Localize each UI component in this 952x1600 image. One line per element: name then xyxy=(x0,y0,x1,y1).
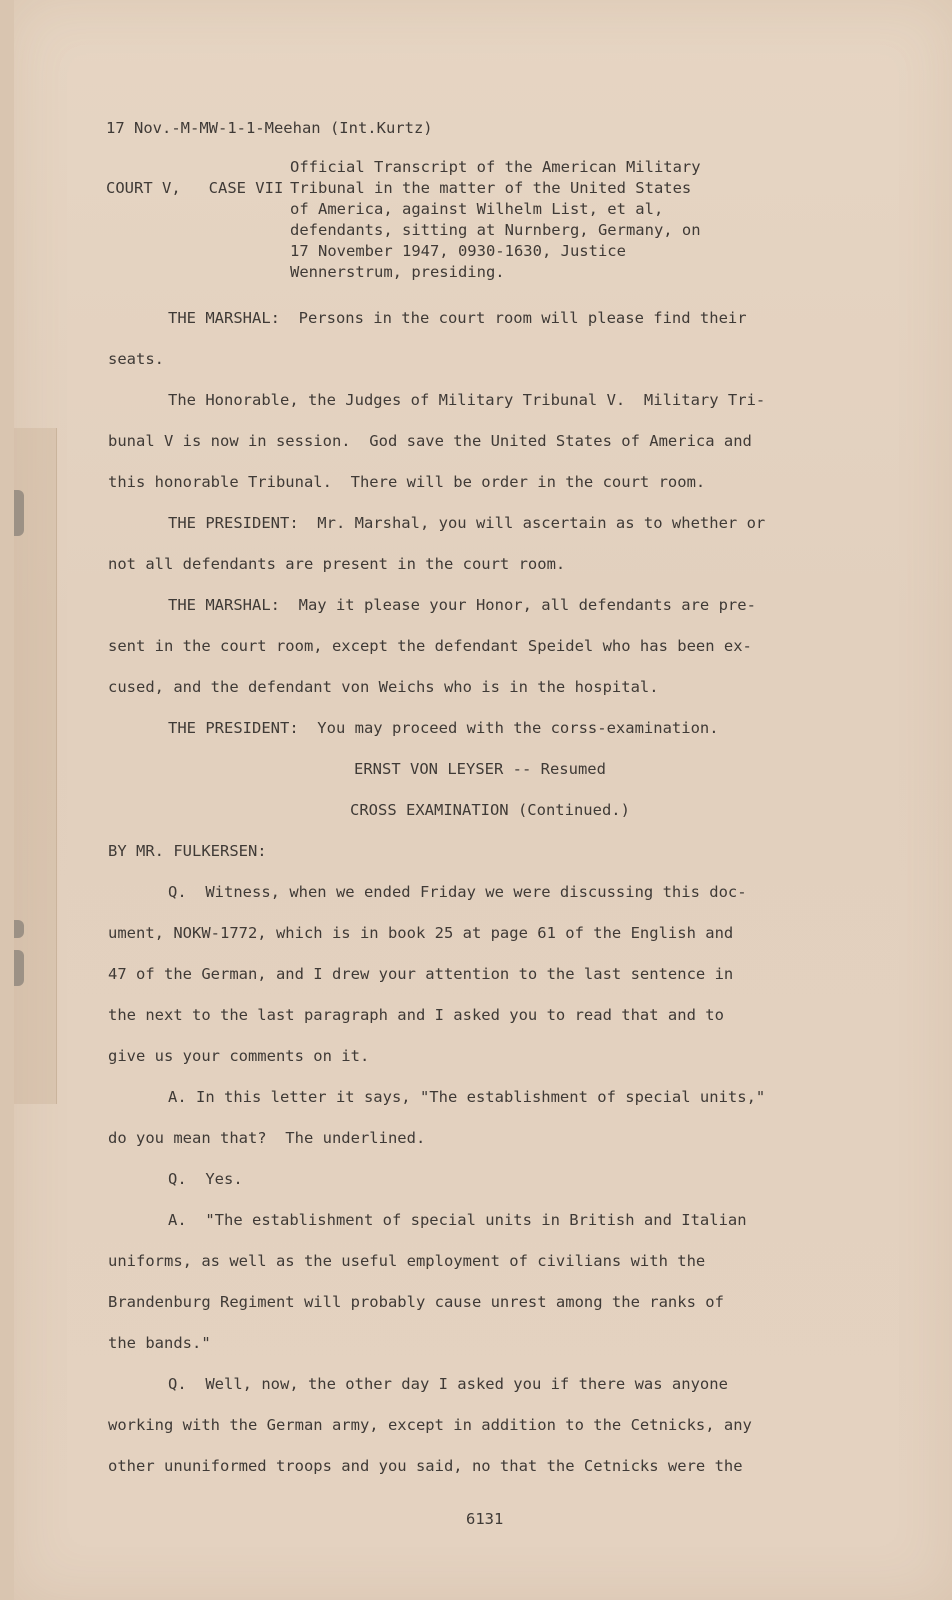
transcript-line: 47 of the German, and I drew your attention to the last sentence in xyxy=(108,965,734,983)
caption-line: defendants, sitting at Nurnberg, Germany, on xyxy=(290,221,701,239)
transcript-line: cused, and the defendant von Weichs who is in the hospital. xyxy=(108,678,659,696)
header-line: COURT V, CASE VII xyxy=(106,179,284,197)
transcript-line: other ununiformed troops and you said, no that the Cetnicks were the xyxy=(108,1457,743,1475)
transcript-line: Q. Well, now, the other day I asked you if there was anyone xyxy=(168,1375,728,1393)
caption-line: Tribunal in the matter of the United States xyxy=(290,179,692,197)
caption-line: Official Transcript of the American Military xyxy=(290,158,701,176)
examiner-line: BY MR. FULKERSEN: xyxy=(108,842,267,860)
transcript-caption xyxy=(290,157,760,283)
transcript-line: Q. Yes. xyxy=(168,1170,243,1188)
transcript-line: the bands." xyxy=(108,1334,211,1352)
paper-tear-mark xyxy=(14,490,24,536)
transcript-body xyxy=(108,298,828,1487)
caption-line: 17 November 1947, 0930-1630, Justice xyxy=(290,242,626,260)
transcript-line: sent in the court room, except the defendant Speidel who has been ex- xyxy=(108,637,752,655)
transcript-line: A. In this letter it says, "The establishment of special units," xyxy=(168,1088,766,1106)
transcript-line: The Honorable, the Judges of Military Tribunal V. Military Tri- xyxy=(168,391,766,409)
transcript-line: give us your comments on it. xyxy=(108,1047,370,1065)
transcript-line: THE PRESIDENT: Mr. Marshal, you will ascertain as to whether or xyxy=(168,514,766,532)
transcript-line: Q. Witness, when we ended Friday we were discussing this doc- xyxy=(168,883,747,901)
paper-tear-mark xyxy=(14,920,24,938)
transcript-line: THE MARSHAL: May it please your Honor, all defendants are pre- xyxy=(168,596,756,614)
examination-heading: CROSS EXAMINATION (Continued.) xyxy=(350,801,630,819)
paper-tear-mark xyxy=(14,950,24,986)
header-line: 17 Nov.-M-MW-1-1-Meehan (Int.Kurtz) xyxy=(106,119,433,137)
witness-heading: ERNST VON LEYSER -- Resumed xyxy=(354,760,606,778)
document-page xyxy=(14,0,952,1600)
transcript-line: bunal V is now in session. God save the United States of America and xyxy=(108,432,752,450)
caption-line: Wennerstrum, presiding. xyxy=(290,263,505,281)
transcript-line: Brandenburg Regiment will probably cause unrest among the ranks of xyxy=(108,1293,724,1311)
transcript-line: the next to the last paragraph and I asked you to read that and to xyxy=(108,1006,724,1024)
transcript-line: seats. xyxy=(108,350,164,368)
transcript-line: uniforms, as well as the useful employment of civilians with the xyxy=(108,1252,706,1270)
page-number: 6131 xyxy=(466,1510,504,1528)
transcript-line: this honorable Tribunal. There will be order in the court room. xyxy=(108,473,706,491)
transcript-line: do you mean that? The underlined. xyxy=(108,1129,426,1147)
transcript-line: ument, NOKW-1772, which is in book 25 at page 61 of the English and xyxy=(108,924,734,942)
transcript-line: not all defendants are present in the court room. xyxy=(108,555,566,573)
transcript-line: working with the German army, except in addition to the Cetnicks, any xyxy=(108,1416,752,1434)
caption-line: of America, against Wilhelm List, et al, xyxy=(290,200,664,218)
transcript-line: THE PRESIDENT: You may proceed with the corss-examination. xyxy=(168,719,719,737)
transcript-line: THE MARSHAL: Persons in the court room will please find their xyxy=(168,309,747,327)
transcript-line: A. "The establishment of special units in British and Italian xyxy=(168,1211,747,1229)
